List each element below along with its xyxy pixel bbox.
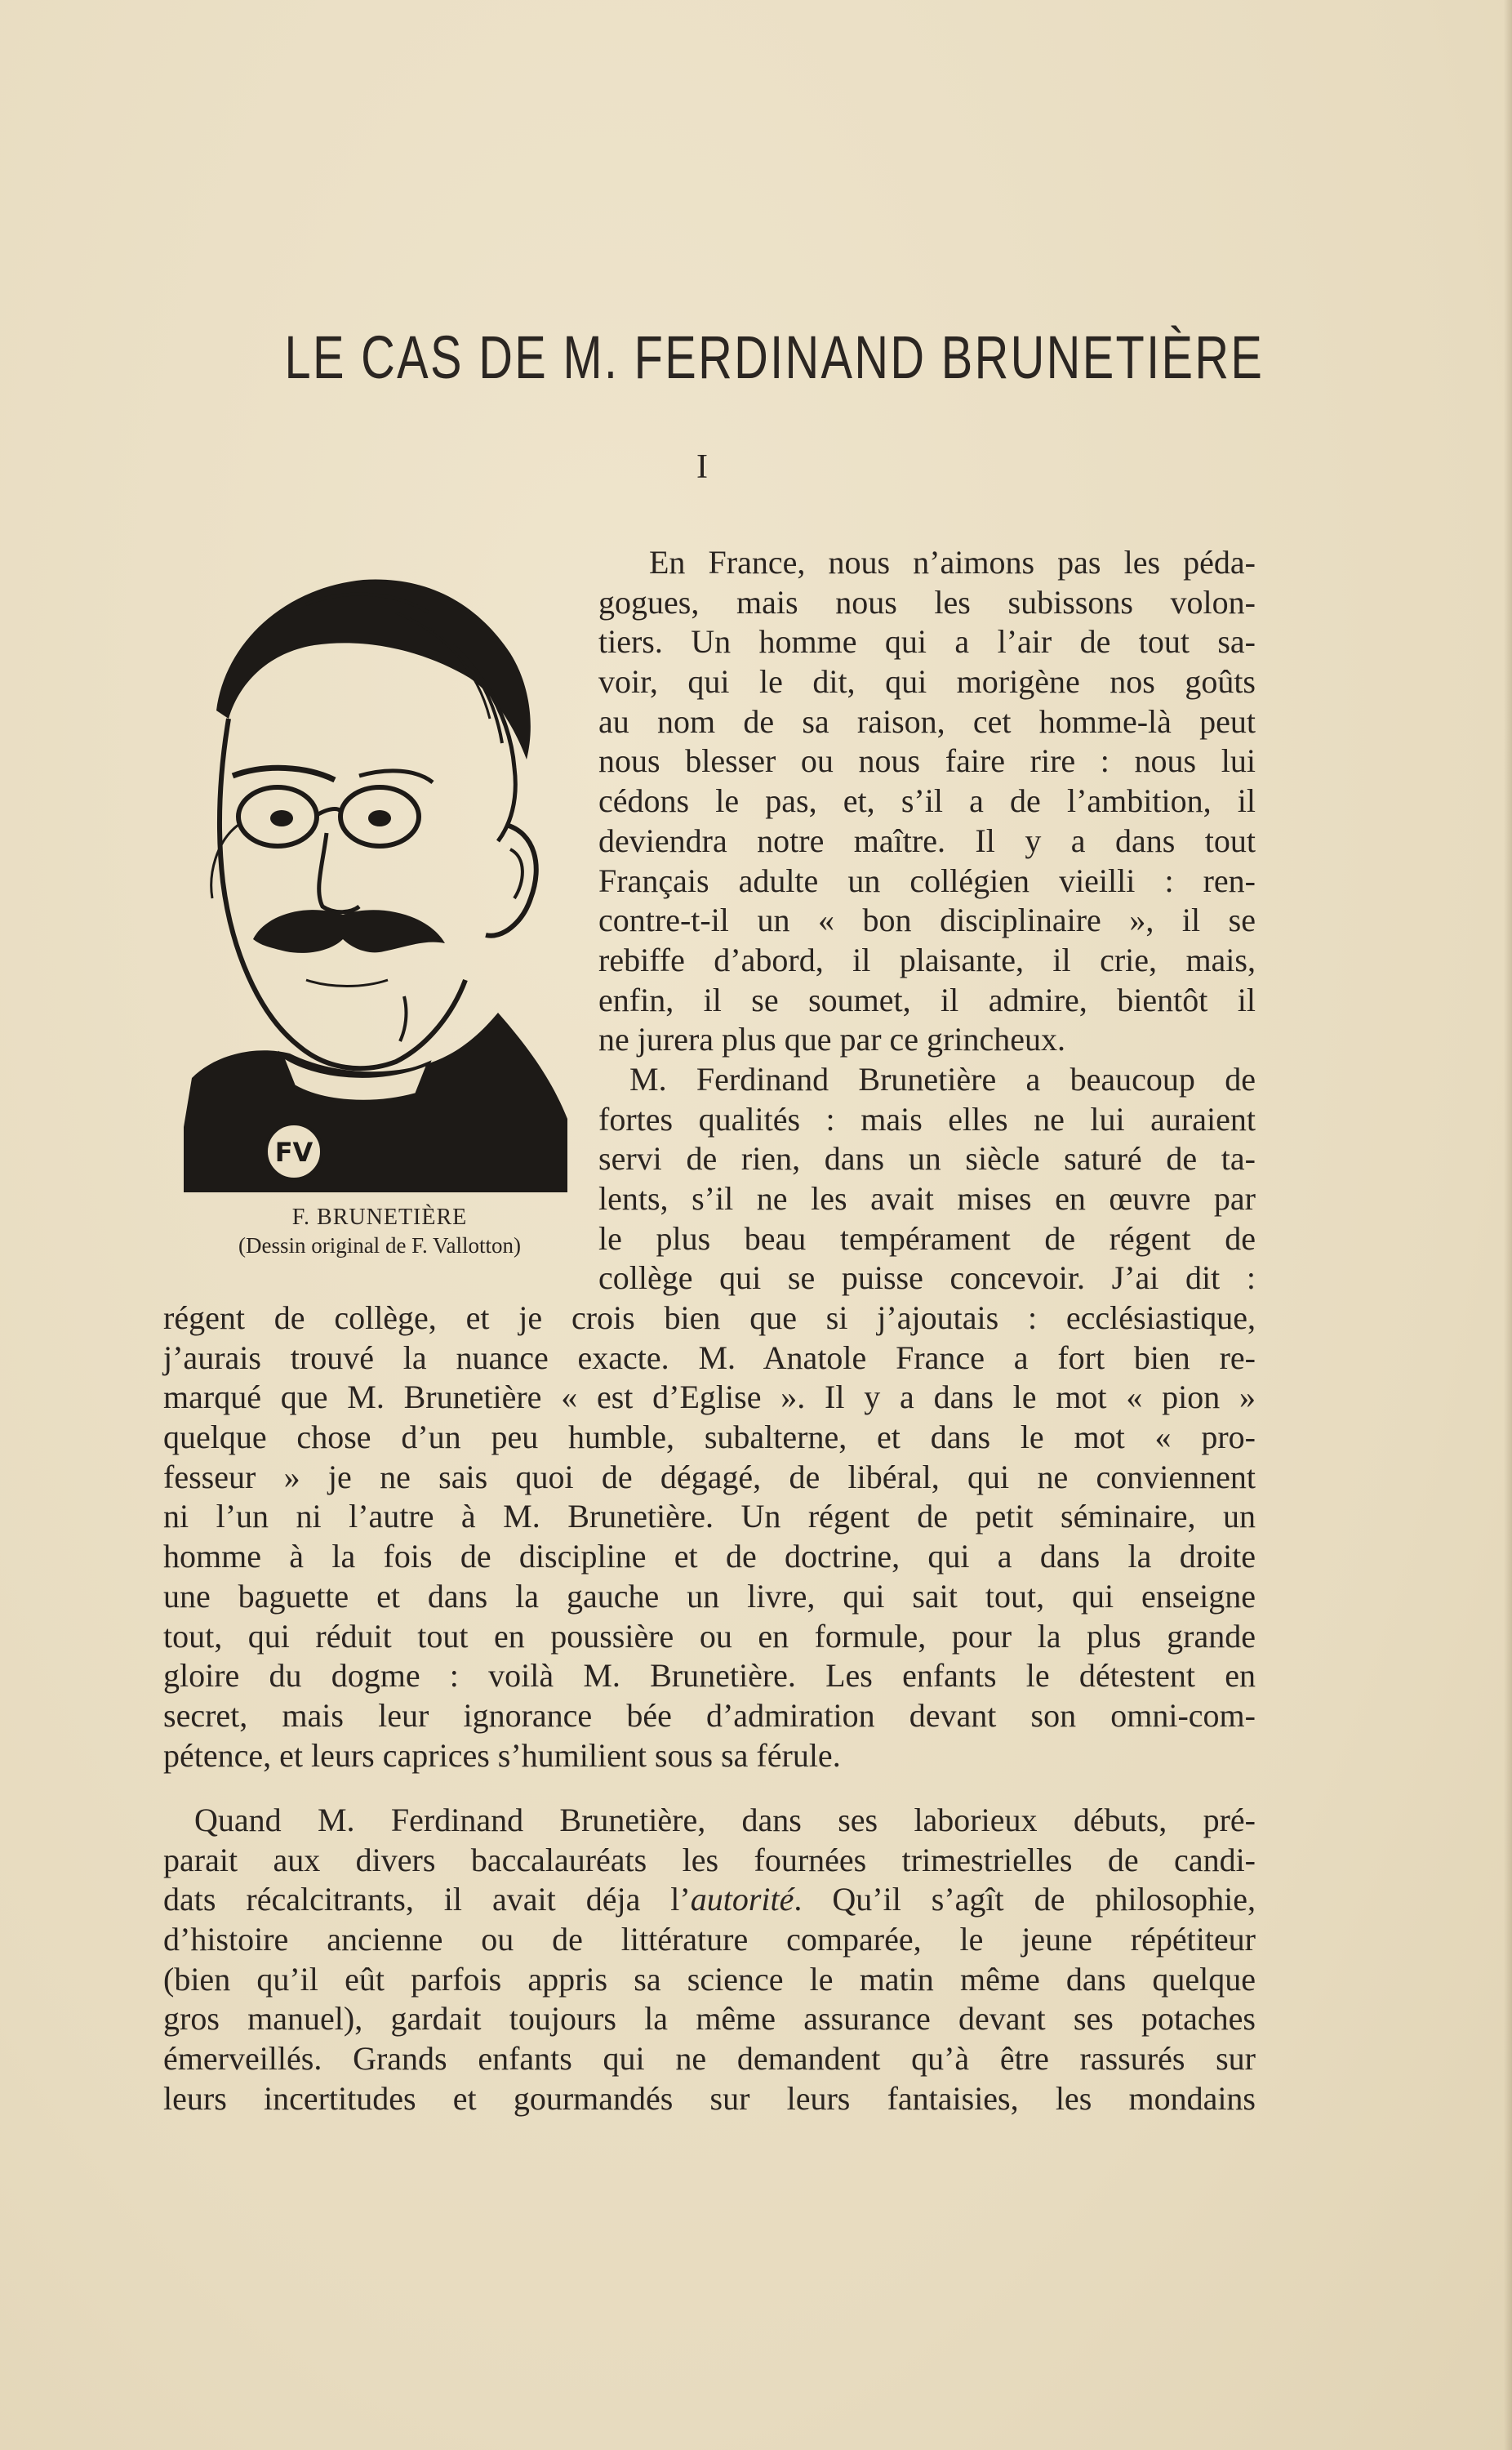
text-line: régent de collège, et je crois bien que si j’ajoutais : ecclésiastique, [163,1299,1256,1336]
text-line: parait aux divers baccalauréats les fournées trimestrielles de candi- [163,1841,1256,1878]
text-line: deviendra notre maître. Il y a dans tout [598,822,1256,859]
text-line: quelque chose d’un peu humble, subalterne, et dans le mot « pro- [163,1419,1256,1456]
text-line: En France, nous n’aimons pas les péda- [649,544,1256,581]
text-line: le plus beau tempérament de régent de [598,1219,1256,1257]
text-line: M. Ferdinand Brunetière a beaucoup de [629,1060,1256,1098]
monogram-text: FV [274,1137,314,1168]
portrait-figure [176,555,584,1274]
caption-credit: (Dessin original de F. Vallotton) [238,1233,522,1258]
wrapped-text-column [598,543,1256,1298]
paragraph-quand [163,1801,1256,2119]
text-line: gogues, mais nous les subissons volon- [598,583,1256,621]
text-line: homme à la fois de discipline et de doctrine, qui a dans la droite [163,1538,1256,1575]
article-title: LE CAS DE M. FERDINAND BRUNETIÈRE [284,323,1265,391]
text-line: ni l’un ni l’autre à M. Brunetière. Un régent de petit séminaire, un [163,1498,1256,1535]
text-line: lents, s’il ne les avait mises en œuvre par [598,1180,1256,1217]
text-line: servi de rien, dans un siècle saturé de ta- [598,1140,1256,1178]
text-line: une baguette et dans la gauche un livre, qui sait tout, qui enseigne [163,1577,1256,1615]
text-line: enfin, il se soumet, il admire, bientôt il [598,981,1256,1018]
text-line: marqué que M. Brunetière « est d’Eglise ». Il y a dans le mot « pion » [163,1379,1256,1416]
text-line: tiers. Un homme qui a l’air de tout sa- [598,623,1256,661]
section-number: I [696,448,708,486]
text-line: cédons le pas, et, s’il a de l’ambition, il [598,782,1256,820]
text-line: au nom de sa raison, cet homme-là peut [598,702,1256,740]
text-line: (bien qu’il eût parfois appris sa science le matin même dans quelque [163,1960,1256,1998]
page-edge-shadow [1504,0,1512,2450]
text-line: d’histoire ancienne ou de littérature comparée, le jeune répétiteur [163,1921,1256,1958]
text-line: collège qui se puisse concevoir. J’ai dit : [598,1259,1256,1297]
text-line: fortes qualités : mais elles ne lui auraient [598,1100,1256,1138]
text-fragment: dats récalcitrants, il avait déja l’ [163,1881,691,1918]
text-line: nous blesser ou nous faire rire : nous lui [598,742,1256,780]
text-line: gloire du dogme : voilà M. Brunetière. Les enfants le détestent en [163,1657,1256,1695]
portrait-caricature-image [184,555,576,1192]
text-line: fesseur » je ne sais quoi de dégagé, de libéral, qui ne conviennent [163,1458,1256,1495]
text-line: Quand M. Ferdinand Brunetière, dans ses laborieux débuts, pré- [194,1802,1256,1838]
text-line: ne jurera plus que par ce grincheux. [598,1021,1065,1058]
text-fragment: . Qu’il s’agît de philosophie, [794,1881,1256,1918]
text-line: tout, qui réduit tout en poussière ou en formule, pour la plus grande [163,1617,1256,1655]
paragraph-body [163,1298,1256,1775]
text-line: pétence, et leurs caprices s’humilient sous sa férule. [163,1736,841,1774]
text-line: leurs incertitudes et gourmandés sur leurs fantaisies, les mondains [163,2079,1256,2117]
text-line: émerveillés. Grands enfants qui ne demandent qu’à être rassurés sur [163,2040,1256,2078]
text-line: rebiffe d’abord, il plaisante, il crie, mais, [598,941,1256,978]
text-line: voir, qui le dit, qui morigène nos goûts [598,663,1256,701]
text-line-with-emphasis [163,1880,1256,1920]
text-line: secret, mais leur ignorance bée d’admiration devant son omni-com- [163,1696,1256,1734]
text-line: gros manuel), gardait toujours la même assurance devant ses potaches [163,2000,1256,2038]
text-line: Français adulte un collégien vieilli : ren- [598,862,1256,899]
caption-name: F. BRUNETIÈRE [291,1205,468,1230]
emphasis-autorite: autorité [690,1881,794,1918]
text-line: contre-t-il un « bon disciplinaire », il se [598,902,1256,939]
text-line: j’aurais trouvé la nuance exacte. M. Anatole France a fort bien re- [163,1339,1256,1376]
